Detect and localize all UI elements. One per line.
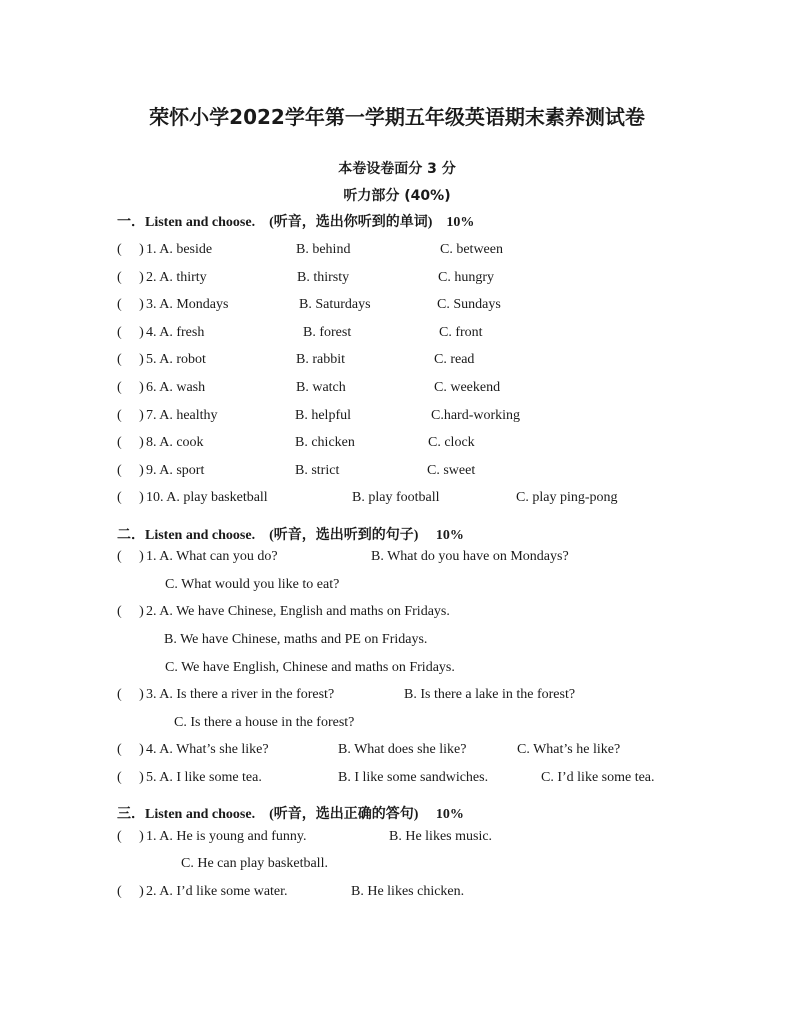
option-b: B. I like some sandwiches.	[338, 770, 489, 785]
answer-blank[interactable]: ( )	[117, 463, 144, 478]
answer-blank[interactable]: ( )	[117, 270, 144, 285]
option-c: C. sweet	[427, 463, 476, 478]
answer-blank[interactable]: ( )	[117, 687, 144, 702]
option-b: B. We have Chinese, maths and PE on Fridays.	[164, 632, 428, 647]
option-a: 4. A. What’s she like?	[146, 742, 269, 757]
option-b: B. forest	[303, 325, 352, 340]
option-b: B. Is there a lake in the forest?	[404, 687, 576, 702]
section-heading: 一．Listen and choose. (听音，选出你听到的单词) 10%	[117, 215, 475, 230]
option-b: B. rabbit	[296, 352, 345, 367]
option-a: 8. A. cook	[146, 435, 204, 450]
answer-blank[interactable]: ( )	[117, 242, 144, 257]
option-b: B. What do you have on Mondays?	[371, 549, 569, 564]
section-heading: 二．Listen and choose. (听音，选出听到的句子) 10%	[117, 528, 464, 543]
answer-blank[interactable]: ( )	[117, 604, 144, 619]
option-c: C. I’d like some tea.	[541, 770, 655, 785]
option-c: C. We have English, Chinese and maths on Fridays.	[165, 660, 455, 675]
answer-blank[interactable]: ( )	[117, 884, 144, 899]
answer-blank[interactable]: ( )	[117, 490, 144, 505]
option-c: C. He can play basketball.	[181, 856, 328, 871]
section-heading: 三．Listen and choose. (听音，选出正确的答句) 10%	[117, 807, 464, 822]
option-c: C. hungry	[438, 270, 494, 285]
option-a: 1. A. He is young and funny.	[146, 829, 307, 844]
option-a: 2. A. I’d like some water.	[146, 884, 288, 899]
option-a: 5. A. robot	[146, 352, 206, 367]
answer-blank[interactable]: ( )	[117, 352, 144, 367]
option-a: 3. A. Mondays	[146, 297, 229, 312]
answer-blank[interactable]: ( )	[117, 408, 144, 423]
option-a: 2. A. thirty	[146, 270, 207, 285]
answer-blank[interactable]: ( )	[117, 325, 144, 340]
option-b: B. Saturdays	[299, 297, 371, 312]
option-b: B. strict	[295, 463, 340, 478]
answer-blank[interactable]: ( )	[117, 829, 144, 844]
option-b: B. helpful	[295, 408, 351, 423]
option-a: 10. A. play basketball	[146, 490, 268, 505]
option-a: 6. A. wash	[146, 380, 206, 395]
option-b: B. behind	[296, 242, 351, 257]
option-b: B. play football	[352, 490, 440, 505]
score-note: 本卷设卷面分 3 分	[338, 161, 456, 177]
option-c: C. Is there a house in the forest?	[174, 715, 355, 730]
page-title: 荣怀小学2022学年第一学期五年级英语期末素养测试卷	[149, 105, 645, 129]
answer-blank[interactable]: ( )	[117, 380, 144, 395]
option-b: B. watch	[296, 380, 346, 395]
option-b: B. He likes music.	[389, 829, 493, 844]
option-c: C. read	[434, 352, 475, 367]
listening-heading: 听力部分 (40%)	[343, 188, 451, 204]
answer-blank[interactable]: ( )	[117, 549, 144, 564]
option-c: C. Sundays	[437, 297, 501, 312]
option-c: C. weekend	[434, 380, 501, 395]
option-c: C. between	[440, 242, 503, 257]
option-b: B. What does she like?	[338, 742, 467, 757]
option-b: B. He likes chicken.	[351, 884, 465, 899]
option-a: 1. A. beside	[146, 242, 213, 257]
option-c: C. What’s he like?	[517, 742, 621, 757]
option-a: 3. A. Is there a river in the forest?	[146, 687, 335, 702]
option-a: 2. A. We have Chinese, English and maths on Fridays.	[146, 604, 450, 619]
option-a: 9. A. sport	[146, 463, 205, 478]
answer-blank[interactable]: ( )	[117, 297, 144, 312]
option-c: C. play ping-pong	[516, 490, 618, 505]
option-a: 5. A. I like some tea.	[146, 770, 262, 785]
option-c: C. What would you like to eat?	[165, 577, 340, 592]
option-a: 4. A. fresh	[146, 325, 205, 340]
option-c: C. clock	[428, 435, 475, 450]
option-a: 7. A. healthy	[146, 408, 218, 423]
option-b: B. chicken	[295, 435, 355, 450]
answer-blank[interactable]: ( )	[117, 742, 144, 757]
option-c: C.hard-working	[431, 408, 521, 423]
option-b: B. thirsty	[297, 270, 350, 285]
answer-blank[interactable]: ( )	[117, 435, 144, 450]
option-a: 1. A. What can you do?	[146, 549, 278, 564]
option-c: C. front	[439, 325, 483, 340]
answer-blank[interactable]: ( )	[117, 770, 144, 785]
